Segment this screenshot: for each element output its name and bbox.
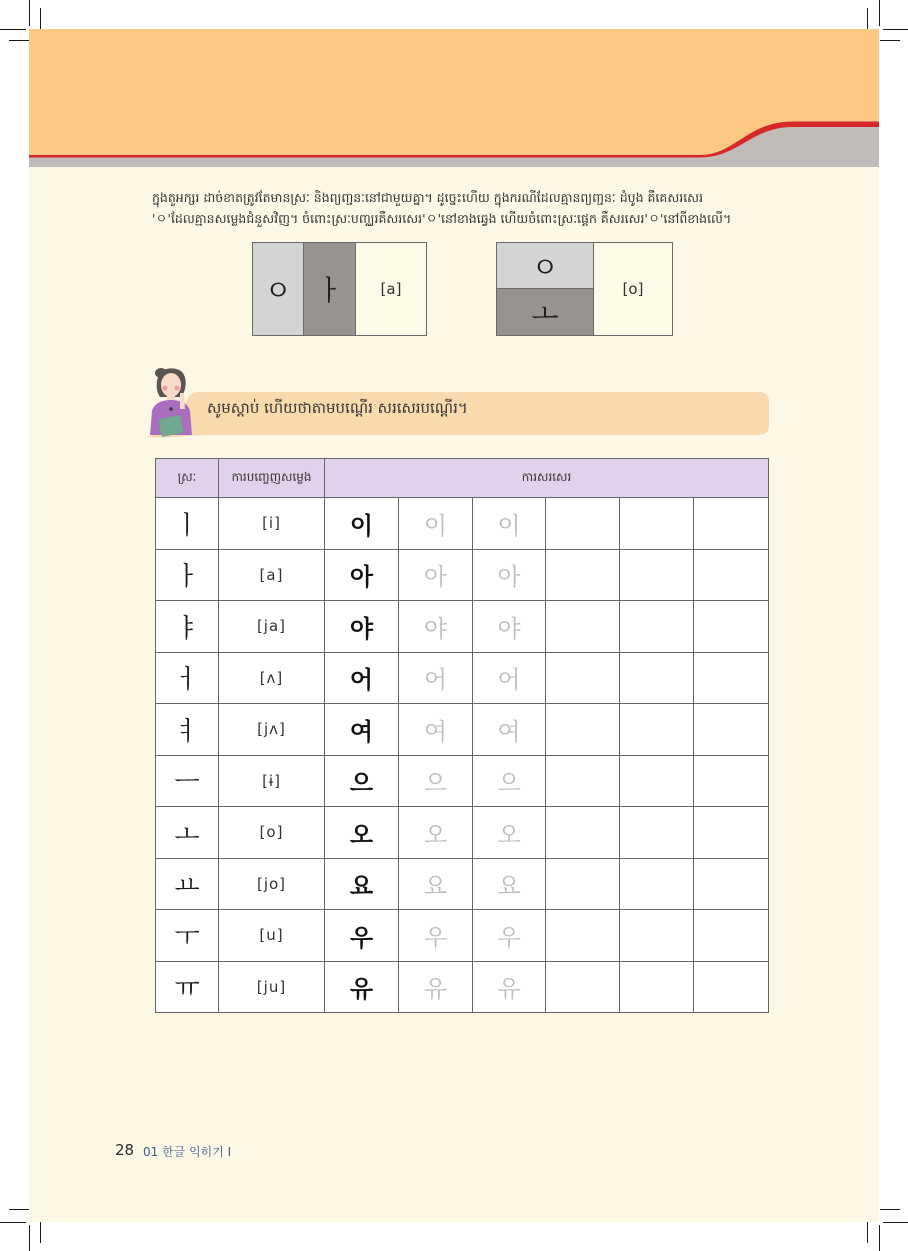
trace-syllable-cell: 요 <box>473 858 546 910</box>
table-header-row <box>156 459 769 498</box>
model-syllable-cell: 아 <box>325 549 399 601</box>
intro-paragraph <box>152 187 792 229</box>
crop-mark <box>29 0 30 26</box>
model-syllable-cell: 이 <box>325 498 399 550</box>
trace-syllable-cell: 요 <box>399 858 473 910</box>
vowel-cell <box>497 289 594 335</box>
crop-mark <box>0 1222 26 1223</box>
teacher-illustration <box>142 363 202 443</box>
pronunciation-cell: [jʌ] <box>219 704 325 756</box>
crop-mark <box>9 1209 29 1210</box>
blank-writing-cell <box>546 961 620 1013</box>
trace-syllable-cell: 여 <box>473 704 546 756</box>
trace-syllable-cell: 아 <box>399 549 473 601</box>
vowel-cell: ㅣ <box>156 498 219 550</box>
table-row <box>156 961 769 1013</box>
vowel-cell: ㅜ <box>156 910 219 962</box>
vowel-cell: ㅠ <box>156 961 219 1013</box>
blank-writing-cell <box>546 498 620 550</box>
trace-syllable-cell: 이 <box>399 498 473 550</box>
blank-writing-cell <box>620 858 694 910</box>
teacher-pendant <box>169 407 173 411</box>
blank-writing-cell <box>620 652 694 704</box>
blank-writing-cell <box>694 549 769 601</box>
vowel-jamo: ㅏ <box>315 274 344 307</box>
table-row <box>156 549 769 601</box>
syllable-diagram-vertical <box>252 242 427 336</box>
teacher-face <box>161 373 181 397</box>
intro-line-2: 'ㅇ'ដែលគ្មានសម្លេងជំនួសវិញ។ ចំពោះស្រៈបញ្ឈរគឺសរសេរ'ㅇ'នៅខាងឆ្វេង ហើយចំពោះស្រៈផ្ដេក គឺសរសេរ'ㅇ'នៅពីខាងលើ។ <box>152 211 732 226</box>
vowel-cell <box>304 243 356 335</box>
blank-writing-cell <box>620 961 694 1013</box>
syllable-diagram-horizontal <box>496 242 673 336</box>
blank-writing-cell <box>620 910 694 962</box>
trace-syllable-cell: 어 <box>473 652 546 704</box>
teacher-cheek <box>175 386 180 391</box>
crop-mark <box>883 29 908 30</box>
blank-writing-cell <box>694 961 769 1013</box>
blank-writing-cell <box>546 910 620 962</box>
blank-writing-cell <box>694 601 769 653</box>
sound-cell <box>594 243 672 335</box>
blank-writing-cell <box>546 755 620 807</box>
table-row <box>156 704 769 756</box>
model-syllable-cell: 야 <box>325 601 399 653</box>
trace-syllable-cell: 야 <box>473 601 546 653</box>
trace-syllable-cell: 오 <box>473 807 546 859</box>
table-body <box>156 498 769 1013</box>
pronunciation-cell: [a] <box>219 549 325 601</box>
header-band <box>29 29 879 167</box>
model-syllable-cell: 요 <box>325 858 399 910</box>
pronunciation-cell: [o] <box>219 807 325 859</box>
model-syllable-cell: 우 <box>325 910 399 962</box>
consonant-cell <box>497 243 594 289</box>
blank-writing-cell <box>546 549 620 601</box>
model-syllable-cell: 유 <box>325 961 399 1013</box>
model-syllable-cell: 오 <box>325 807 399 859</box>
table-row <box>156 652 769 704</box>
table-row <box>156 601 769 653</box>
vowel-cell: ㅓ <box>156 652 219 704</box>
pronunciation-cell: [ju] <box>219 961 325 1013</box>
trace-syllable-cell: 이 <box>473 498 546 550</box>
chapter-title: 01 한글 익히기 Ⅰ <box>143 1145 232 1159</box>
blank-writing-cell <box>694 807 769 859</box>
crop-mark <box>879 0 880 26</box>
page <box>29 29 879 1222</box>
crop-mark <box>880 40 900 41</box>
vowel-cell: ㅑ <box>156 601 219 653</box>
blank-writing-cell <box>620 807 694 859</box>
crop-mark <box>867 1222 868 1243</box>
pronunciation-cell: [ja] <box>219 601 325 653</box>
blank-writing-cell <box>694 858 769 910</box>
trace-syllable-cell: 우 <box>399 910 473 962</box>
blank-writing-cell <box>694 498 769 550</box>
crop-mark <box>29 1225 30 1251</box>
crop-mark <box>0 29 26 30</box>
model-syllable-cell: 어 <box>325 652 399 704</box>
blank-writing-cell <box>546 858 620 910</box>
trace-syllable-cell: 야 <box>399 601 473 653</box>
header-pronunciation: ការបញ្ចេញសម្លេង <box>219 459 325 498</box>
trace-syllable-cell: 아 <box>473 549 546 601</box>
blank-writing-cell <box>620 704 694 756</box>
instruction-text: សូមស្ដាប់ ហើយថាតាមបណ្ដើរ សរសេរបណ្ដើរ។ <box>207 399 468 417</box>
blank-writing-cell <box>620 549 694 601</box>
pronunciation-cell: [jo] <box>219 858 325 910</box>
pronunciation-cell: [ɨ] <box>219 755 325 807</box>
vowel-cell: ㅡ <box>156 755 219 807</box>
sound-label: [a] <box>380 280 402 298</box>
vowel-jamo: ㅗ <box>531 297 559 330</box>
blank-writing-cell <box>620 755 694 807</box>
blank-writing-cell <box>620 498 694 550</box>
table-row <box>156 755 769 807</box>
vowel-cell: ㅕ <box>156 704 219 756</box>
trace-syllable-cell: 어 <box>399 652 473 704</box>
blank-writing-cell <box>546 601 620 653</box>
blank-writing-cell <box>546 807 620 859</box>
trace-syllable-cell: 유 <box>399 961 473 1013</box>
header-writing: ការសរសេរ <box>325 459 769 498</box>
trace-syllable-cell: 우 <box>473 910 546 962</box>
vowel-cell: ㅛ <box>156 858 219 910</box>
blank-writing-cell <box>694 704 769 756</box>
blank-writing-cell <box>546 652 620 704</box>
model-syllable-cell: 으 <box>325 755 399 807</box>
blank-writing-cell <box>546 704 620 756</box>
sound-label: [o] <box>622 280 644 298</box>
vowel-practice-table <box>155 458 769 1013</box>
consonant-jamo: ㅇ <box>264 274 292 307</box>
vowel-cell: ㅗ <box>156 807 219 859</box>
crop-mark <box>867 8 868 29</box>
trace-syllable-cell: 으 <box>473 755 546 807</box>
header-vowel: ស្រៈ <box>156 459 219 498</box>
intro-line-1: ក្នុងតួអក្សរ ដាច់ខាតត្រូវតែមានស្រៈ និងព្យញ្ជនៈនៅជាមួយគ្នា។ ដូច្នេះហើយ ក្នុងករណីដែលគ្មានព្យញ្ជនៈ ដំបូង គឺគេសរសេរ <box>152 190 704 205</box>
table-row <box>156 807 769 859</box>
trace-syllable-cell: 오 <box>399 807 473 859</box>
blank-writing-cell <box>694 652 769 704</box>
vowel-cell: ㅏ <box>156 549 219 601</box>
pronunciation-cell: [u] <box>219 910 325 962</box>
crop-mark <box>40 8 41 29</box>
pronunciation-cell: [ʌ] <box>219 652 325 704</box>
pronunciation-cell: [i] <box>219 498 325 550</box>
sound-cell <box>356 243 426 335</box>
table-row <box>156 858 769 910</box>
blank-writing-cell <box>694 910 769 962</box>
trace-syllable-cell: 여 <box>399 704 473 756</box>
blank-writing-cell <box>620 601 694 653</box>
consonant-cell <box>253 243 304 335</box>
crop-mark <box>9 40 29 41</box>
table-row <box>156 498 769 550</box>
crop-mark <box>883 1222 908 1223</box>
crop-mark <box>40 1222 41 1243</box>
table-row <box>156 910 769 962</box>
blank-writing-cell <box>694 755 769 807</box>
teacher-hand <box>180 393 185 409</box>
consonant-jamo: ㅇ <box>531 250 559 284</box>
model-syllable-cell: 여 <box>325 704 399 756</box>
crop-mark <box>880 1209 900 1210</box>
crop-mark <box>879 1225 880 1251</box>
page-number: 28 <box>115 1141 135 1159</box>
trace-syllable-cell: 으 <box>399 755 473 807</box>
teacher-cheek <box>163 386 168 391</box>
trace-syllable-cell: 유 <box>473 961 546 1013</box>
